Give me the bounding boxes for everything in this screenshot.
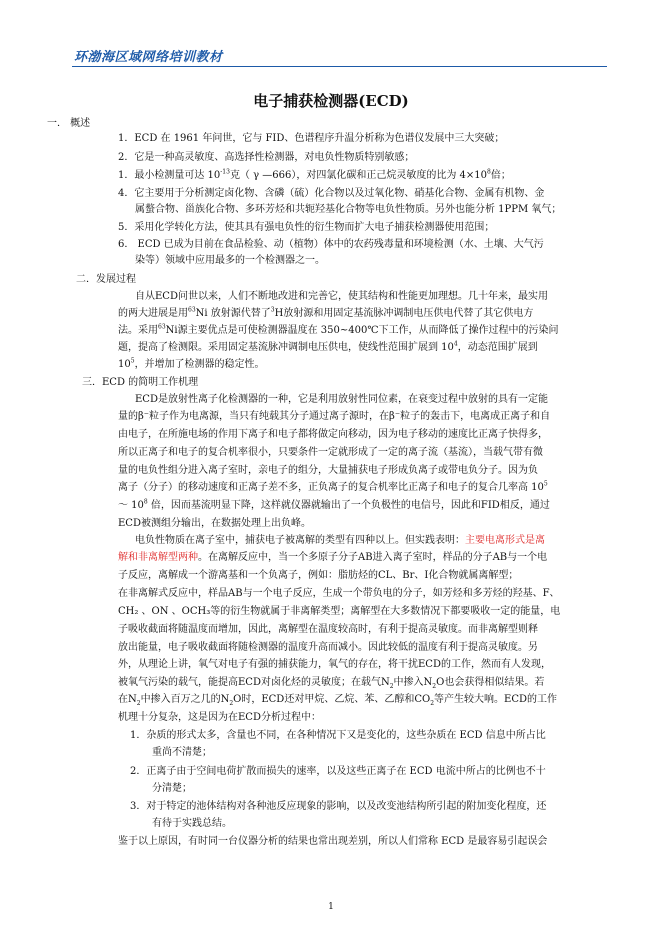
- list-item: 2．正离子由于空间电荷扩散而损失的速率，以及这些正离子在 ECD 电流中所占的比例也不十: [130, 766, 546, 777]
- paragraph-line: ECD是放射性离子化检测器的一种，它是利用放射性同位素，在衰变过程中放射的具有一定能: [135, 394, 548, 405]
- list-item: 4．它主要用于分析测定卤化物、含磷（硫）化合物以及过氧化物、硝基化合物、金属有机物、金: [118, 188, 545, 199]
- list-item: 1．最小检测量可达 $10^{-13}$克（ γ —666），对四氯化碳和正己烷灵敏度的比为 $4\times 10^8$倍；: [118, 168, 511, 181]
- paragraph-line: 的两大进展是用$^{63}$Ni 放射源代替了$^3$H放射源和用固定基流脉冲调制电压供电代替了其它供电方: [118, 306, 534, 319]
- list-item-continued: 染等）领域中应用最多的一个检测器之一。: [135, 255, 325, 266]
- paragraph-line: 机理十分复杂，这是因为在ECD分析过程中：: [118, 712, 321, 723]
- paragraph-line: 离子（分子）的移动速度和正离子差不多，正负离子的复合机率比正离子和电子的复合几率高 $10^5$: [118, 480, 548, 493]
- paragraph-line: 由电子，在所施电场的作用下离子和电子都将做定向移动，因为电子移动的速度比正离子快得多，: [118, 429, 548, 440]
- paragraph-line: 子反应，离解成一个游离基和一个负离子，例如：脂肪烃的CL、Br、I化合物就属离解型；: [118, 570, 519, 581]
- paragraph-line: 自从ECD问世以来，人们不断地改进和完善它，使其结构和性能更加理想。几十年来，最实用: [135, 291, 548, 302]
- list-item-continued: 属螯合物、甾族化合物、多环芳烃和共轭羟基化合物等电负性物质。另外也能分析 1PPM 氧气；: [135, 204, 562, 215]
- paragraph-line: 被氧气污染的载气，能提高ECD对卤化烃的灵敏度；在载气$N_2$中掺入$N_2O$也会获得相似结果。若: [118, 677, 545, 690]
- paragraph-line: 放出能量，电子吸收截面将随检测器的温度升高而减小。因此较低的温度有利于提高灵敏度。另: [118, 642, 538, 653]
- paragraph-line: 外，从理论上讲，氧气对电子有强的捕获能力，氧气的存在，将干扰ECD的工作，然而有人发现，: [118, 659, 551, 670]
- paragraph-line: $10^5$，并增加了检测器的稳定性。: [118, 357, 265, 370]
- list-item-continued: 重尚不清楚；: [152, 747, 212, 758]
- list-item: 5．采用化学转化方法，使其具有强电负性的衍生物而扩大电子捕获检测器使用范围；: [118, 222, 495, 233]
- paragraph-line: 所以正离子和电子的复合机率很小，只要条件一定就形成了一定的离子流（基流），当载气带有微: [118, 447, 543, 458]
- section-heading-mechanism: 三．ECD 的简明工作机理: [82, 377, 199, 388]
- page-title: 电子捕获检测器(ECD): [253, 92, 409, 110]
- highlighted-text: 解和非离解型两种: [118, 552, 198, 563]
- list-item: 1．杂质的形式太多，含量也不同，在各种情况下又是变化的，这些杂质在 ECD 信息中所占比: [130, 730, 546, 741]
- paragraph-line: ～ $10^8$ 倍，因而基流明显下降，这样就仪器就输出了一个负极性的电信号，因此和FID相反，通过: [118, 498, 550, 511]
- section-heading-overview: 一． 概述: [47, 118, 91, 129]
- highlighted-text: 主要电离形式是离: [465, 535, 545, 546]
- list-item: 6． ECD 已成为目前在食品检验、动（植物）体中的农药残毒量和环境检测（水、土壤、大气污: [118, 239, 544, 250]
- paragraph-line: 在非离解式反应中，样品AB与一个电子反应，生成一个带负电的分子，如芳烃和多芳烃的羟基、F、: [118, 588, 560, 599]
- page-number: 1: [328, 902, 334, 912]
- list-item-continued: 分清楚；: [152, 783, 192, 794]
- header-divider: [72, 66, 607, 67]
- paragraph-line: 量的β⁻粒子作为电离源，当只有纯载其分子通过离子源时，在β⁻粒子的轰击下，电离成正离子和自: [118, 411, 551, 422]
- paragraph-line: CH₂ 、ON 、OCH₃等的衍生物就属于非离解类型；离解型在大多数情况下都要吸收一定的能量，电: [118, 606, 561, 617]
- paragraph-line: ECD被测组分输出，在数据处理上出负峰。: [118, 518, 311, 529]
- paragraph-line: 题，提高了检测限。采用固定基流脉冲调制电压供电，使线性范围扩展到 $10^4$，动态范围扩展到: [118, 340, 538, 353]
- paragraph-line: 法。采用$^{63}$Ni源主要优点是可使检测器温度在 350~400℃下工作，从而降低了操作过程中的污染问: [118, 323, 559, 336]
- paragraph-line: 解和非离解型两种。在离解反应中，当一个多原子分子AB进入离子室时，样品的分子AB与一个电: [118, 552, 548, 563]
- list-item-continued: 有待于实践总结。: [152, 818, 232, 829]
- paragraph-line: 鉴于以上原因，有时同一台仪器分析的结果也常出现差别，所以人们常称 ECD 是最容易引起误会: [118, 836, 548, 847]
- list-item: 1．ECD 在 1961 年问世，它与 FID、色谱程序升温分析称为色谱仪发展中三大突破；: [118, 133, 505, 144]
- header-brand: 环渤海区域网络培训教材: [74, 50, 223, 65]
- list-item: 2．它是一种高灵敏度、高选择性检测器，对电负性物质特别敏感；: [118, 152, 415, 163]
- paragraph-line: 子吸收截面将随温度而增加，因此，离解型在温度较高时，有利于提高灵敏度。而非离解型则释: [118, 624, 538, 635]
- paragraph-line: 电负性物质在离子室中，捕获电子被离解的类型有四种以上。但实践表明：主要电离形式是离: [135, 535, 545, 546]
- list-item: 3．对于特定的池体结构对各种池反应现象的影响，以及改变池结构所引起的附加变化程度，还: [130, 801, 547, 812]
- section-heading-history: 二．发展过程: [76, 274, 136, 285]
- paragraph-line: 量的电负性组分进入离子室时，亲电子的组分，大量捕获电子形成负离子或带电负分子。因为负: [118, 465, 538, 476]
- paragraph-line: 在$N_2$中掺入百万之几的$N_2O$时，ECD还对甲烷、乙烷、苯、乙醇和$CO_2$等产生较大响。ECD的工作: [118, 694, 557, 707]
